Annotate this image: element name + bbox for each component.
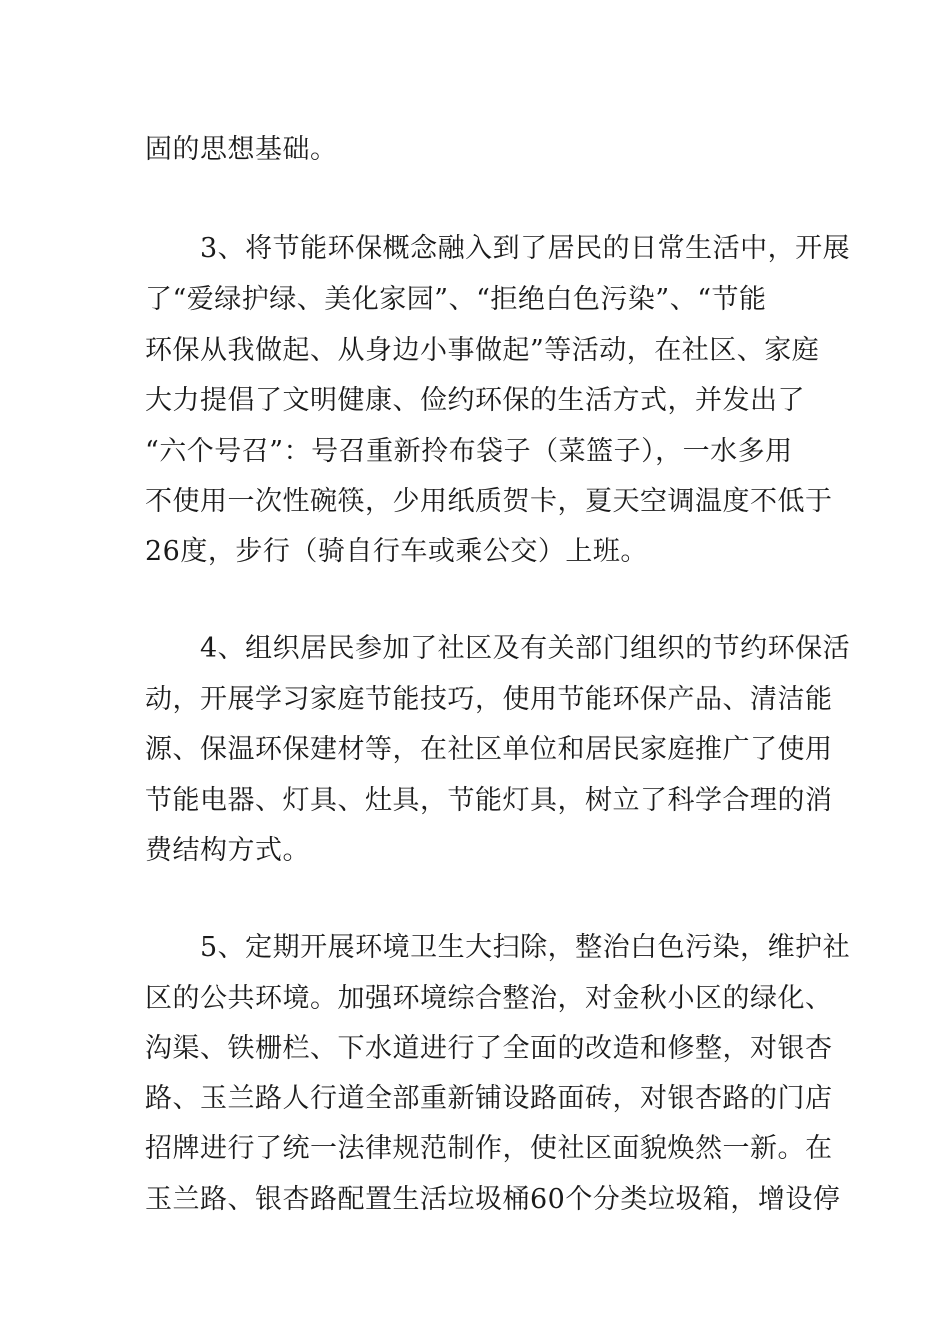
text-line: 区的公共环境。加强环境综合整治，对金秋小区的绿化、 (145, 983, 833, 1014)
text-line: 4、组织居民参加了社区及有关部门组织的节约环保活 (145, 633, 851, 664)
text-line: 玉兰路、银杏路配置生活垃圾桶60个分类垃圾箱，增设停 (145, 1184, 841, 1215)
text-line: 费结构方式。 (145, 835, 310, 866)
text-line: 26度，步行（骑自行车或乘公交）上班。 (145, 536, 648, 567)
text-line: 沟渠、铁栅栏、下水道进行了全面的改造和修整，对银杏 (145, 1033, 833, 1064)
text-line: “六个号召”：号召重新拎布袋子（菜篮子），一水多用 (145, 436, 793, 467)
text-line: 不使用一次性碗筷，少用纸质贺卡，夏天空调温度不低于 (145, 486, 833, 517)
text-line: 5、定期开展环境卫生大扫除，整治白色污染，维护社 (145, 932, 851, 963)
text-line: 动，开展学习家庭节能技巧，使用节能环保产品、清洁能 (145, 684, 833, 715)
text-line: 环保从我做起、从身边小事做起”等活动，在社区、家庭 (145, 335, 820, 366)
text-line: 节能电器、灯具、灶具，节能灯具，树立了科学合理的消 (145, 785, 833, 816)
text-line: 大力提倡了文明健康、俭约环保的生活方式，并发出了 (145, 385, 805, 416)
text-line: 源、保温环保建材等，在社区单位和居民家庭推广了使用 (145, 734, 833, 765)
text-line: 固的思想基础。 (145, 134, 338, 165)
text-line: 招牌进行了统一法律规范制作，使社区面貌焕然一新。在 (145, 1133, 833, 1164)
text-line: 了“爱绿护绿、美化家园”、“拒绝白色污染”、“节能 (145, 284, 767, 315)
text-line: 路、玉兰路人行道全部重新铺设路面砖，对银杏路的门店 (145, 1083, 833, 1114)
text-line: 3、将节能环保概念融入到了居民的日常生活中，开展 (145, 233, 851, 264)
